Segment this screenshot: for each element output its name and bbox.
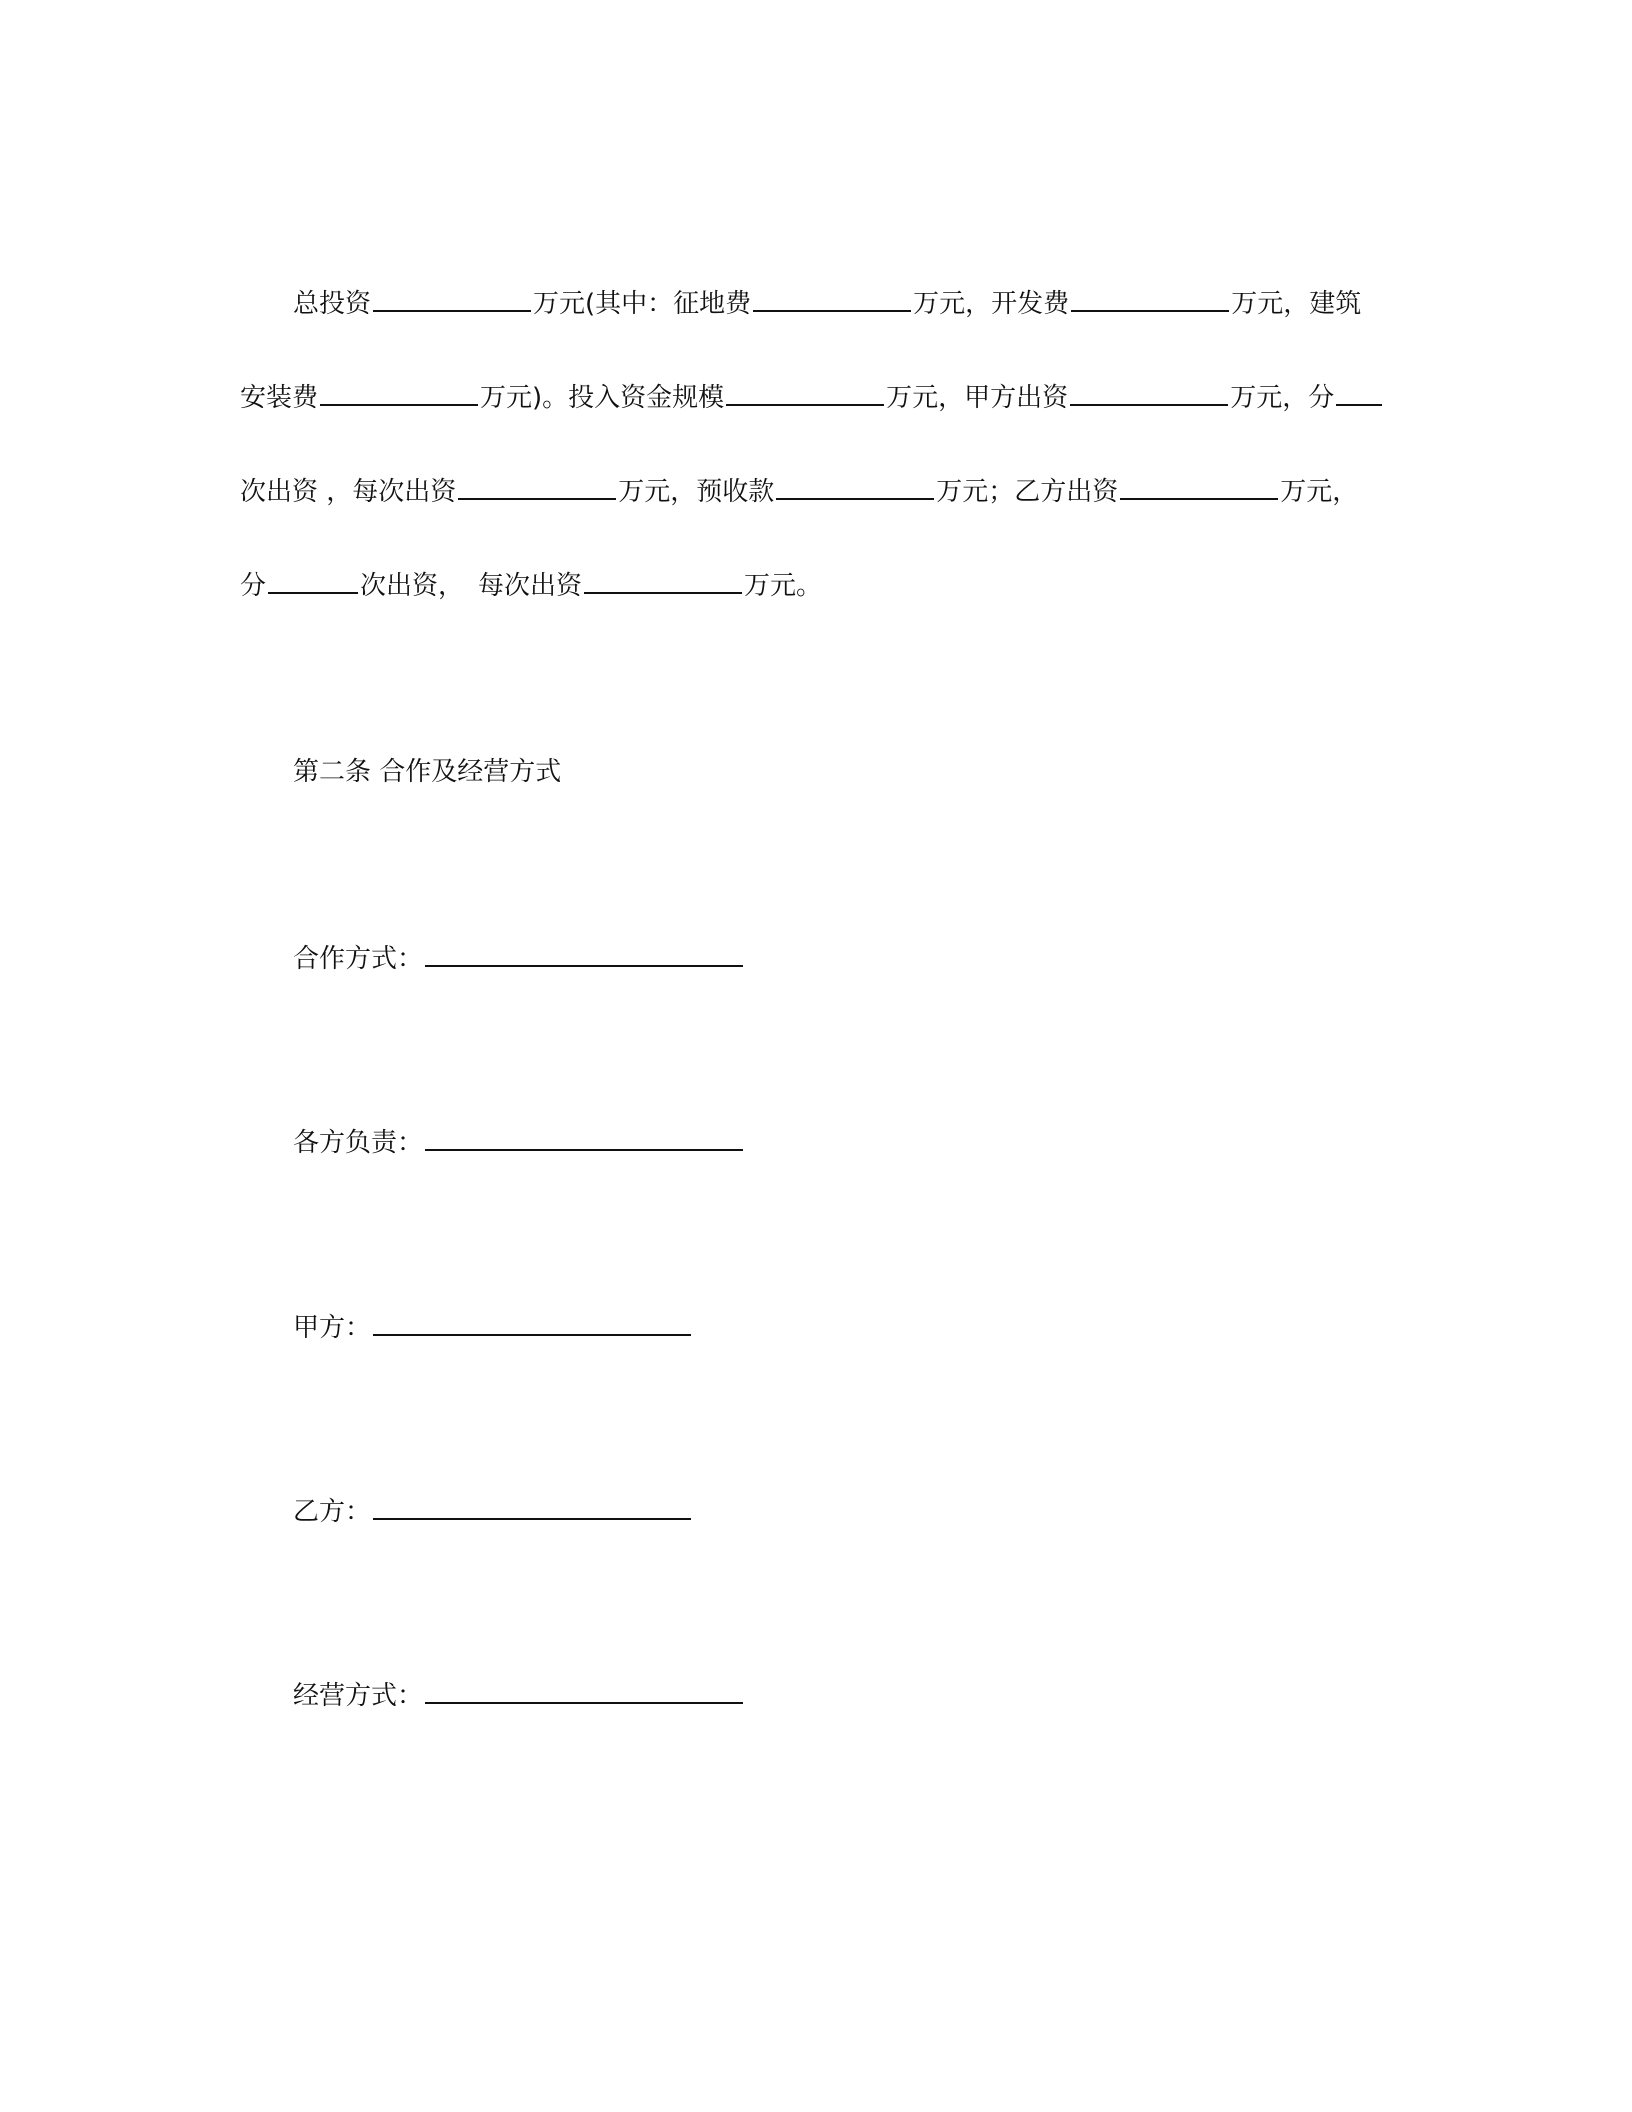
investment-line-2	[240, 374, 1384, 418]
investment-line-1	[293, 280, 1361, 324]
management-method-blank[interactable]	[425, 1672, 743, 1704]
installation-fee-blank[interactable]	[320, 374, 478, 406]
party-b-contribution-label: 万元；乙方出资	[936, 477, 1119, 507]
advance-payment-label: 万元，预收款	[618, 477, 775, 507]
responsibilities-blank[interactable]	[425, 1119, 743, 1151]
party-b-contribution-blank[interactable]	[1120, 468, 1278, 500]
management-method-label: 经营方式：	[293, 1681, 424, 1711]
per-installment-label: 次出资 ，每次出资	[240, 477, 457, 507]
investment-line-4	[240, 562, 822, 606]
advance-payment-blank[interactable]	[776, 468, 934, 500]
installation-fee-label: 安装费	[240, 383, 319, 413]
fund-scale-blank[interactable]	[726, 374, 884, 406]
cooperation-method-blank[interactable]	[425, 935, 743, 967]
construction-label: 万元，建筑	[1231, 289, 1362, 319]
management-method-row	[293, 1672, 745, 1716]
land-fee-blank[interactable]	[753, 280, 911, 312]
total-investment-label: 总投资	[293, 289, 372, 319]
per-installment-b-label: 每次出资	[478, 571, 583, 601]
fen-label: 分	[240, 571, 267, 601]
fund-scale-label: 万元)。投入资金规模	[480, 383, 725, 413]
end-label: 万元。	[744, 571, 823, 601]
installments-b-label: 次出资，	[360, 571, 465, 601]
party-a-per-installment-blank[interactable]	[458, 468, 616, 500]
party-a-contribution-label: 万元，甲方出资	[886, 383, 1069, 413]
development-fee-label: 万元，开发费	[913, 289, 1070, 319]
party-a-contribution-blank[interactable]	[1070, 374, 1228, 406]
investment-line-3	[240, 468, 1358, 512]
responsibilities-label: 各方负责：	[293, 1128, 424, 1158]
wan-yuan-label: 万元，	[1280, 477, 1359, 507]
party-b-blank[interactable]	[373, 1488, 691, 1520]
responsibilities-row	[293, 1119, 745, 1163]
party-b-installments-blank[interactable]	[268, 562, 358, 594]
party-a-installments-blank[interactable]	[1336, 374, 1382, 406]
party-b-row	[293, 1488, 693, 1532]
installments-label: 万元，分	[1230, 383, 1335, 413]
development-fee-blank[interactable]	[1071, 280, 1229, 312]
party-b-per-installment-blank[interactable]	[584, 562, 742, 594]
land-fee-label: 万元(其中：征地费	[533, 289, 752, 319]
article-2-heading: 第二条 合作及经营方式	[293, 757, 562, 787]
cooperation-method-label: 合作方式：	[293, 944, 424, 974]
party-a-label: 甲方：	[293, 1313, 372, 1343]
cooperation-method-row	[293, 935, 745, 979]
total-investment-blank[interactable]	[373, 280, 531, 312]
party-a-row	[293, 1304, 693, 1348]
party-b-label: 乙方：	[293, 1497, 372, 1527]
party-a-blank[interactable]	[373, 1304, 691, 1336]
